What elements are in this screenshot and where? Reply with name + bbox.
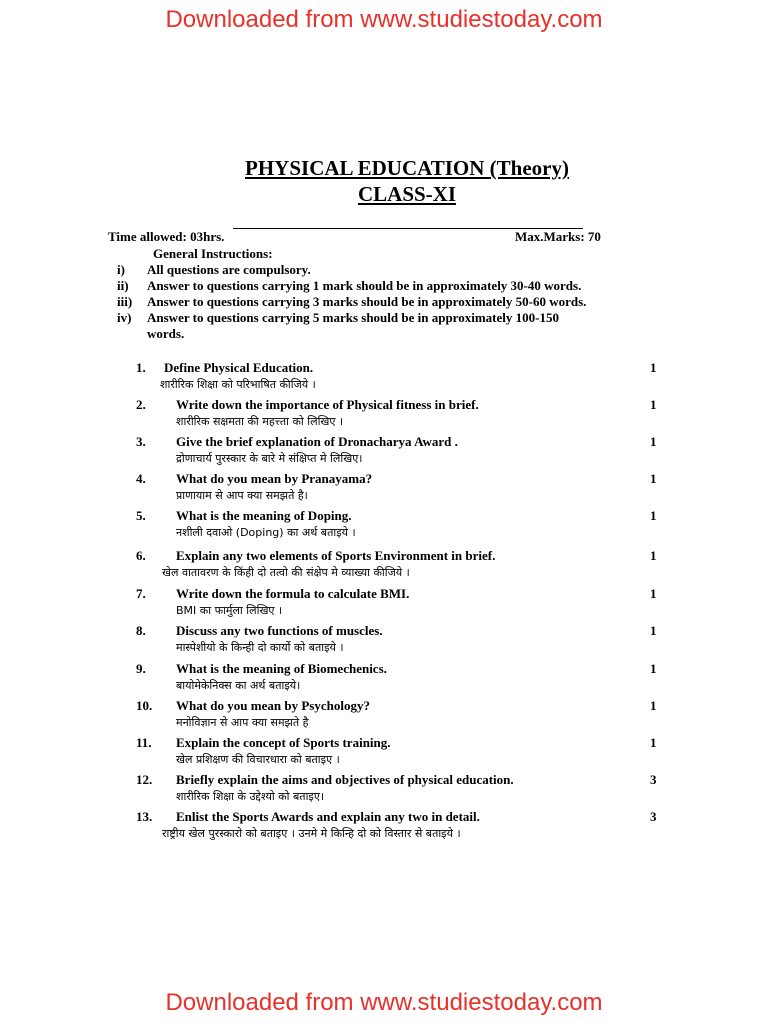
question-number: 8. bbox=[136, 623, 146, 638]
question-item bbox=[0, 623, 768, 660]
question-marks: 1 bbox=[650, 508, 657, 523]
question-number: 6. bbox=[136, 548, 146, 563]
question-marks: 1 bbox=[650, 623, 657, 638]
question-text-en: Explain the concept of Sports training. bbox=[176, 735, 391, 750]
question-item bbox=[0, 434, 768, 471]
instruction-text: Answer to questions carrying 5 marks should be in approximately 100-150 bbox=[147, 310, 559, 325]
question-number: 11. bbox=[136, 735, 152, 750]
question-number: 5. bbox=[136, 508, 146, 523]
instruction-text: words. bbox=[147, 326, 185, 341]
question-text-hi: बायोमेकेनिक्स का अर्थ बताइये। bbox=[176, 679, 301, 692]
question-item bbox=[0, 698, 768, 735]
instruction-text: Answer to questions carrying 3 marks should be in approximately 50-60 words. bbox=[147, 294, 587, 309]
time-allowed: Time allowed: 03hrs. bbox=[108, 229, 225, 244]
question-text-en: Give the brief explanation of Dronacharya Award . bbox=[176, 434, 458, 449]
question-number: 1. bbox=[136, 360, 146, 375]
question-text-hi: खेल प्रशिक्षण की विचारधारा को बताइए । bbox=[176, 753, 340, 766]
question-text-hi: खेल वातावरण के किंही दो तत्वो की संक्षेप मे व्याख्या कीजिये । bbox=[162, 566, 410, 579]
question-item bbox=[0, 735, 768, 772]
instruction-text: Answer to questions carrying 1 mark should be in approximately 30-40 words. bbox=[147, 278, 582, 293]
question-text-en: Define Physical Education. bbox=[164, 360, 314, 375]
question-number: 9. bbox=[136, 661, 146, 676]
question-marks: 1 bbox=[650, 586, 657, 601]
question-marks: 1 bbox=[650, 434, 657, 449]
question-item bbox=[0, 586, 768, 623]
question-marks: 1 bbox=[650, 661, 657, 676]
question-text-hi: नशीली दवाओ (Doping) का अर्थ बताइये । bbox=[176, 526, 356, 539]
question-number: 13. bbox=[136, 809, 153, 824]
question-number: 2. bbox=[136, 397, 146, 412]
question-number: 10. bbox=[136, 698, 153, 713]
question-number: 3. bbox=[136, 434, 146, 449]
question-text-en: What do you mean by Psychology? bbox=[176, 698, 370, 713]
question-marks: 3 bbox=[650, 772, 657, 787]
question-marks: 3 bbox=[650, 809, 657, 824]
instruction-number: ii) bbox=[117, 278, 129, 293]
question-item bbox=[0, 471, 768, 508]
question-item bbox=[0, 360, 768, 397]
question-text-en: Briefly explain the aims and objectives of physical education. bbox=[176, 772, 514, 787]
question-marks: 1 bbox=[650, 471, 657, 486]
question-text-hi: शारीरिक शिक्षा को परिभाषित कीजिये । bbox=[160, 378, 316, 391]
question-text-en: Discuss any two functions of muscles. bbox=[176, 623, 383, 638]
max-marks: Max.Marks: 70 bbox=[515, 229, 601, 244]
question-item bbox=[0, 772, 768, 809]
question-number: 7. bbox=[136, 586, 146, 601]
question-text-en: Write down the formula to calculate BMI. bbox=[176, 586, 410, 601]
download-banner-top: Downloaded from www.studiestoday.com bbox=[165, 6, 603, 33]
question-text-hi: शारीरिक शिक्षा के उद्देश्यो को बताइए। bbox=[176, 790, 325, 803]
question-item bbox=[0, 661, 768, 698]
instruction-number: iii) bbox=[117, 294, 133, 309]
question-text-en: What is the meaning of Doping. bbox=[176, 508, 352, 523]
question-text-en: Enlist the Sports Awards and explain any two in detail. bbox=[176, 809, 480, 824]
question-text-en: What do you mean by Pranayama? bbox=[176, 471, 373, 486]
question-text-en: What is the meaning of Biomechenics. bbox=[176, 661, 387, 676]
question-marks: 1 bbox=[650, 397, 657, 412]
question-text-hi: मास्पेशीयो के किन्ही दो कार्यो को बताइये । bbox=[176, 641, 344, 654]
question-marks: 1 bbox=[650, 548, 657, 563]
question-number: 4. bbox=[136, 471, 146, 486]
question-marks: 1 bbox=[650, 735, 657, 750]
download-banner-bottom: Downloaded from www.studiestoday.com bbox=[165, 989, 603, 1016]
question-number: 12. bbox=[136, 772, 153, 787]
class-label: CLASS-XI bbox=[357, 182, 457, 206]
question-text-hi: प्राणायाम से आप क्या समझते है। bbox=[176, 489, 308, 502]
instruction-number: iv) bbox=[117, 310, 132, 325]
question-marks: 1 bbox=[650, 360, 657, 375]
instructions-heading: General Instructions: bbox=[153, 246, 273, 261]
question-item bbox=[0, 397, 768, 434]
question-text-en: Explain any two elements of Sports Environment in brief. bbox=[176, 548, 496, 563]
question-text-hi: BMI का फार्मुला लिखिए । bbox=[176, 604, 283, 617]
question-item bbox=[0, 809, 768, 846]
question-marks: 1 bbox=[650, 698, 657, 713]
question-text-hi: राष्ट्रीय खेल पुरस्कारो को बताइए । उनमे मे किन्हि दो को विस्तार से बताइये । bbox=[162, 827, 461, 840]
instruction-number: i) bbox=[117, 262, 125, 277]
question-item bbox=[0, 548, 768, 585]
question-text-hi: द्रोणाचार्य पुरस्कार के बारे मे संक्षिप्त मे लिखिए। bbox=[176, 452, 363, 465]
question-text-hi: शारीरिक सक्षमता की महत्त्ता को लिखिए । bbox=[176, 415, 344, 428]
instruction-text: All questions are compulsory. bbox=[147, 262, 311, 277]
question-text-hi: मनोविज्ञान से आप क्या समझते है bbox=[176, 716, 309, 729]
question-item bbox=[0, 508, 768, 545]
paper-title: PHYSICAL EDUCATION (Theory) bbox=[245, 156, 569, 180]
question-text-en: Write down the importance of Physical fitness in brief. bbox=[176, 397, 479, 412]
